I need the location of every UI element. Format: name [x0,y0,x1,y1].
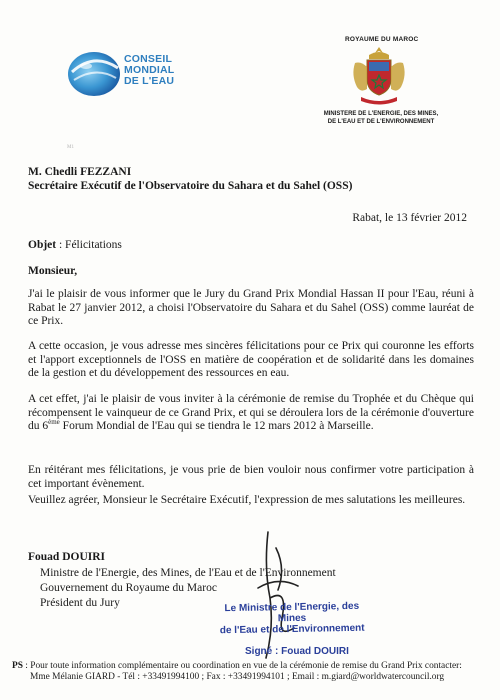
subject-label: Objet [28,239,57,251]
postscript-footer [12,661,494,683]
stamp-line: de l'Eau et de l'Environnement [219,622,365,637]
wmc-logo-line: MONDIAL [124,64,175,76]
signatory-title-line: Gouvernement du Royaume du Maroc [40,582,217,594]
wmc-logo-line: CONSEIL [124,53,173,65]
addressee-block [28,165,352,193]
ps-label: PS [12,661,23,671]
ministry-line: MINISTERE DE L'ENERGIE, DES MINES, [323,111,439,117]
signatory-title-line: Ministre de l'Energie, des Mines, de l'Eau et de l'Environnement [40,567,336,579]
paragraph-text: A cet effet, j'ai le plaisir de vous inviter à la cérémonie de remise du Trophée et du Chèque qui récompensent le vainqueur de ce Grand Prix, et qui se déroulera lors de la cérémonie d'ouverture du 6 [28,393,474,432]
wmc-logo-line: DE L'EAU [124,75,175,87]
addressee-name: M. Chedli FEZZANI [28,166,132,178]
kingdom-heading: ROYAUME DU MAROC [345,36,419,43]
subject-value: : Félicitations [56,239,122,251]
ministry-heading [318,110,444,126]
ps-text: : Pour toute information complémentaire ou coordination en vue de la cérémonie de remise du Grand Prix contacter: [22,661,462,671]
official-stamp [212,601,373,637]
stamp-line: Le Ministre de l'Energie, des Mines [224,600,360,625]
paragraph-text: Forum Mondial de l'Eau qui se tiendra le 12 mars 2012 à Marseille. [59,420,374,432]
subject-line [28,239,122,251]
contact-line: Mme Mélanie GIARD - Tél : +33491994100 ; Fax : +33491994101 ; Email : m.giard@worldwatercouncil.org [30,672,445,682]
ministry-line: DE L'EAU ET DE L'ENVIRONNEMENT [327,119,435,125]
ordinal-suffix: ème [48,418,60,427]
addressee-title: Secrétaire Exécutif de l'Observatoire du Sahara et du Sahel (OSS) [28,180,353,192]
coat-of-arms-icon [347,45,411,109]
body-paragraph: A cette occasion, je vous adresse mes sincères félicitations pour ce Prix qui couronne les efforts et l'apport exceptionnels de l'OSS en matière de coopération et de solidarité dans les domaines de la gestion et du développement des ressources en eau. [28,340,474,379]
reference-mark: M1 [67,145,74,150]
body-paragraph: J'ai le plaisir de vous informer que le Jury du Grand Prix Mondial Hassan II pour l'Eau, réuni à Rabat le 27 janvier 2012, a choisi l'Observatoire du Sahara et du Sahel (OSS) comme lauréat de ce Prix. [28,288,474,327]
body-paragraph: En réitérant mes félicitations, je vous prie de bien vouloir nous confirmer votre participation à cet important évènement. [28,464,474,490]
salutation: Monsieur, [28,265,78,277]
letter-date: Rabat, le 13 février 2012 [352,212,467,224]
wmc-logo-text [124,54,174,87]
body-paragraph: Veuillez agréer, Monsieur le Secrétaire Exécutif, l'expression de mes salutations les meilleures. [28,494,466,506]
body-paragraph [28,393,474,434]
signatory-name: Fouad DOUIRI [28,551,106,563]
signed-by: Signé : Fouad DOUIRI [245,646,349,657]
signatory-title-line: Président du Jury [40,597,120,609]
